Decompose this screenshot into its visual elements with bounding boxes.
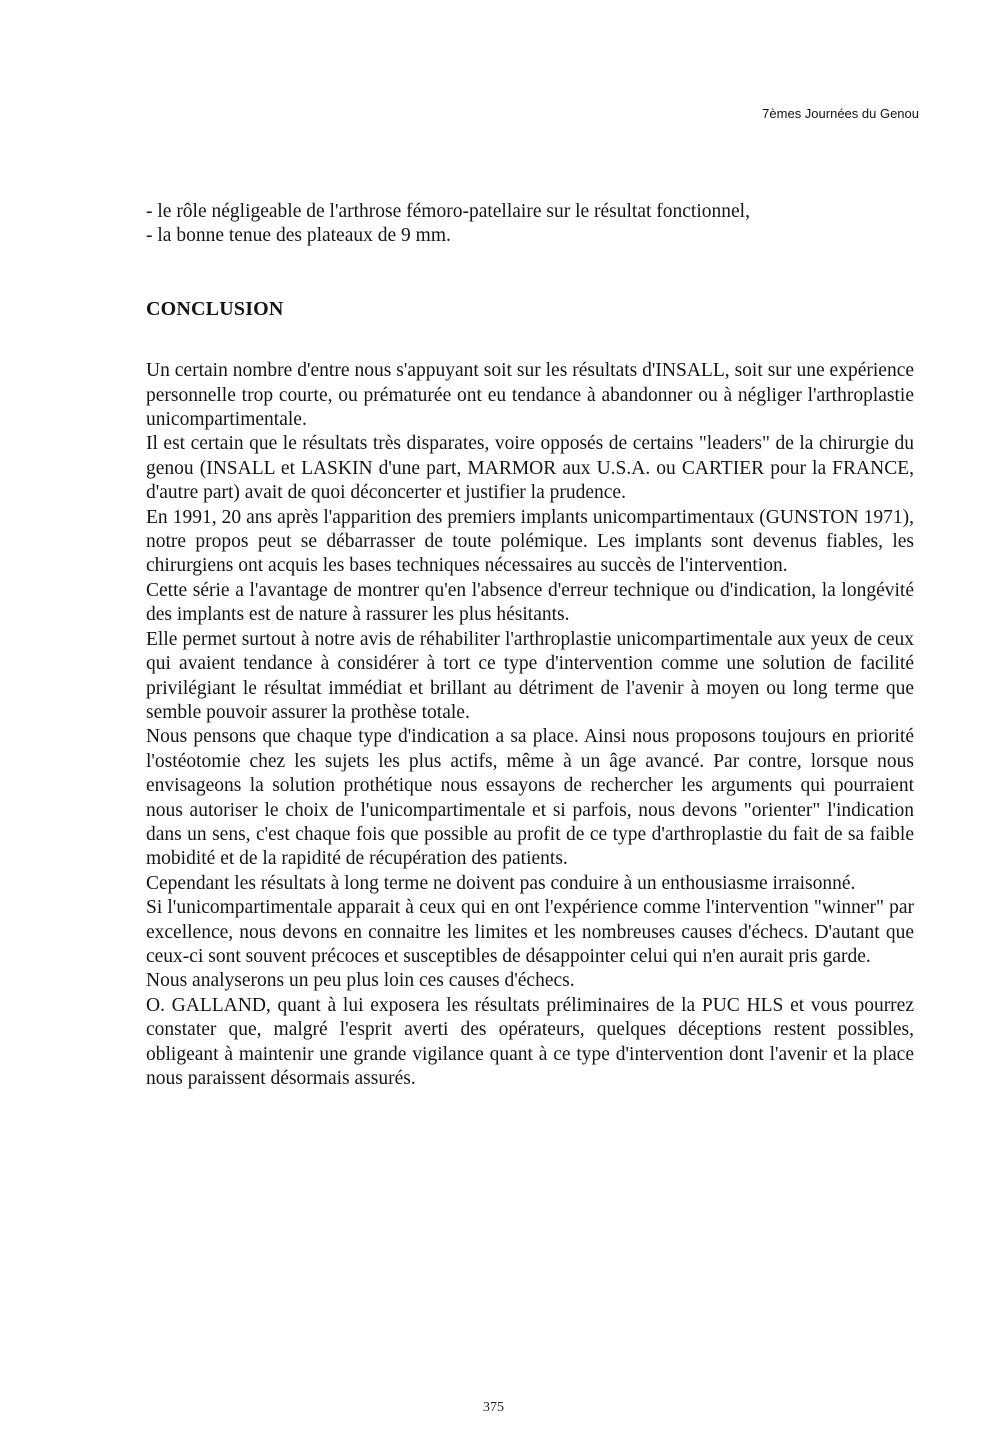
paragraph: O. GALLAND, quant à lui exposera les résultats préliminaires de la PUC HLS et vous pourrez constater que, malgré l'esprit averti des opérateurs, quelques déceptions restent possibles, obligeant à maintenir une grande vigilance quant à ce type d'intervention dont l'avenir et la place nous paraissent désormais assurés. [146, 994, 914, 1089]
running-header: 7èmes Journées du Genou [762, 106, 919, 121]
paragraph: Nous pensons que chaque type d'indication a sa place. Ainsi nous proposons toujours en priorité l'ostéotomie chez les sujets les plus actifs, même à un âge avancé. Par contre, lorsque nous envisageons la solution prothétique nous essayons de rechercher les arguments qui pourraient nous autoriser le choix de l'unicompartimentale et si parfois, nous devons "orienter" l'indication dans un sens, c'est chaque fois que possible au profit de ce type d'arthroplastie du fait de sa faible mobidité et de la rapidité de récupération des patients. [146, 726, 914, 870]
paragraph: En 1991, 20 ans après l'apparition des premiers implants unicompartimentaux (GUNSTON 1971), notre propos peut se débarrasser de toute polémique. Les implants sont devenus fiables, les chirurgiens ont acquis les bases techniques nécessaires au succès de l'intervention. [146, 506, 914, 577]
paragraph: Cependant les résultats à long terme ne doivent pas conduire à un enthousiasme irraisonné. [146, 872, 856, 894]
paragraph: Cette série a l'avantage de montrer qu'en l'absence d'erreur technique ou d'indication, la longévité des implants est de nature à rassurer les plus hésitants. [146, 579, 914, 626]
section-heading: CONCLUSION [146, 297, 284, 320]
page-number: 375 [483, 1400, 504, 1415]
paragraph: Nous analyserons un peu plus loin ces causes d'échecs. [146, 970, 575, 992]
paragraph: Si l'unicompartimentale apparait à ceux qui en ont l'expérience comme l'intervention "winner" par excellence, nous devons en connaitre les limites et les nombreuses causes d'échecs. D'autant que ceux-ci sont souvent précoces et susceptibles de désappointer celui qui n'en aurait pris garde. [146, 897, 914, 967]
paragraph: Il est certain que le résultats très disparates, voire opposés de certains "leaders" de la chirurgie du genou (INSALL et LASKIN d'une part, MARMOR aux U.S.A. ou CARTIER pour la FRANCE, d'autre part) avait de quoi déconcerter et justifier la prudence. [146, 433, 914, 504]
paragraph: Elle permet surtout à notre avis de réhabiliter l'arthroplastie unicompartimentale aux yeux de ceux qui avaient tendance à considérer à tort ce type d'intervention comme une solution de facilité privilégiant le résultat immédiat et brillant au détriment de l'avenir à moyen ou long terme que semble pouvoir assurer la prothèse totale. [146, 628, 914, 723]
list-item: - la bonne tenue des plateaux de 9 mm. [146, 225, 451, 247]
bullet-list [146, 200, 914, 249]
paragraph: Un certain nombre d'entre nous s'appuyant soit sur les résultats d'INSALL, soit sur une expérience personnelle trop courte, ou prématurée ont eu tendance à abandonner ou à négliger l'arthroplastie unicompartimentale. [146, 360, 914, 431]
page-body [146, 200, 914, 1091]
list-item: - le rôle négligeable de l'arthrose fémoro-patellaire sur le résultat fonctionnel, [146, 201, 750, 222]
